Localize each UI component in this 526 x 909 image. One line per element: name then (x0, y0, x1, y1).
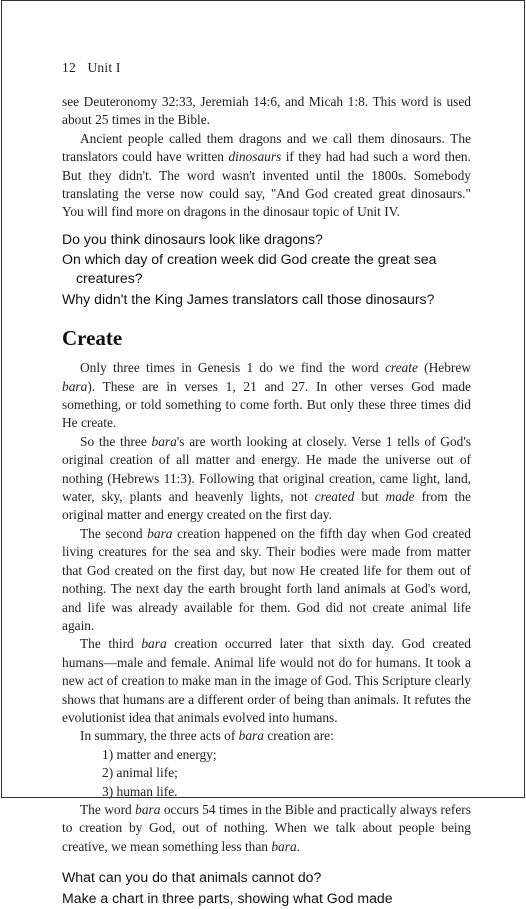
section-heading: Create (62, 326, 123, 351)
summary-item: 3) human life. (102, 783, 178, 799)
page-number: 12 (62, 60, 76, 75)
question-item: Do you think dinosaurs look like dragons? (62, 230, 323, 247)
unit-label: Unit I (87, 60, 121, 75)
question-item: On which day of creation week did God create the great sea creatures? (62, 251, 437, 287)
intro-paragraph-2: Ancient people called them dragons and we call them dinosaurs. The translators could have written dinosaurs if they had had such a word then. But they didn't. The word wasn't invented until the 1800s. Somebody translating the verse now could say, "And God created great dinosaurs." You will find more on dragons in the dinosaur topic of Unit IV. (62, 130, 471, 220)
discussion-questions-2 (62, 868, 471, 907)
summary-lead: In summary, the three acts of bara creation are: (80, 728, 334, 744)
question-item: Make a chart in three parts, showing what God made (62, 889, 393, 906)
question-item: Why didn't the King James translators call those dinosaurs? (62, 290, 435, 307)
question-item: What can you do that animals cannot do? (62, 869, 322, 886)
create-paragraph-1: Only three times in Genesis 1 do we find the word create (Hebrew bara). These are in verses 1, 21 and 27. In other verses God made something, or told something to come forth. But only these three times did He create. (62, 360, 471, 431)
running-header (62, 60, 471, 76)
create-paragraph-2: So the three bara's are worth looking at closely. Verse 1 tells of God's original creation of all matter and energy. He made the universe out of nothing (Hebrews 11:3). Following that original creation, came light, land, water, sky, plants and heavenly lights, not created but made from the original matter and energy created on the first day. (62, 433, 471, 523)
page-content (62, 60, 471, 909)
summary-list (62, 746, 471, 801)
create-paragraph-5: The word bara occurs 54 times in the Bible and practically always refers to creation by God, out of nothing. When we talk about people being creative, we mean something less than bara. (62, 801, 471, 854)
discussion-questions-1 (62, 230, 471, 308)
create-paragraph-3: The second bara creation happened on the fifth day when God created living creatures for the sea and sky. Their bodies were made from matter that God created on the first day, but now He created life for them out of nothing. The next day the earth brought forth land animals at God's word, and life was already available for them. God did not create animal life again. (62, 525, 471, 633)
create-paragraph-4: The third bara creation occurred later that sixth day. God created humans—male and female. Animal life would not do for humans. It took a new act of creation to make man in the image of God. This Scripture clearly shows that humans are a different order of being than animals. It refutes the evolutionist idea that animals evolved into humans. (62, 636, 472, 725)
summary-item: 2) animal life; (102, 765, 178, 781)
summary-item: 1) matter and energy; (102, 746, 217, 762)
intro-paragraph-1: see Deuteronomy 32:33, Jeremiah 14:6, and Micah 1:8. This word is used about 25 times in the Bible. (62, 94, 471, 128)
